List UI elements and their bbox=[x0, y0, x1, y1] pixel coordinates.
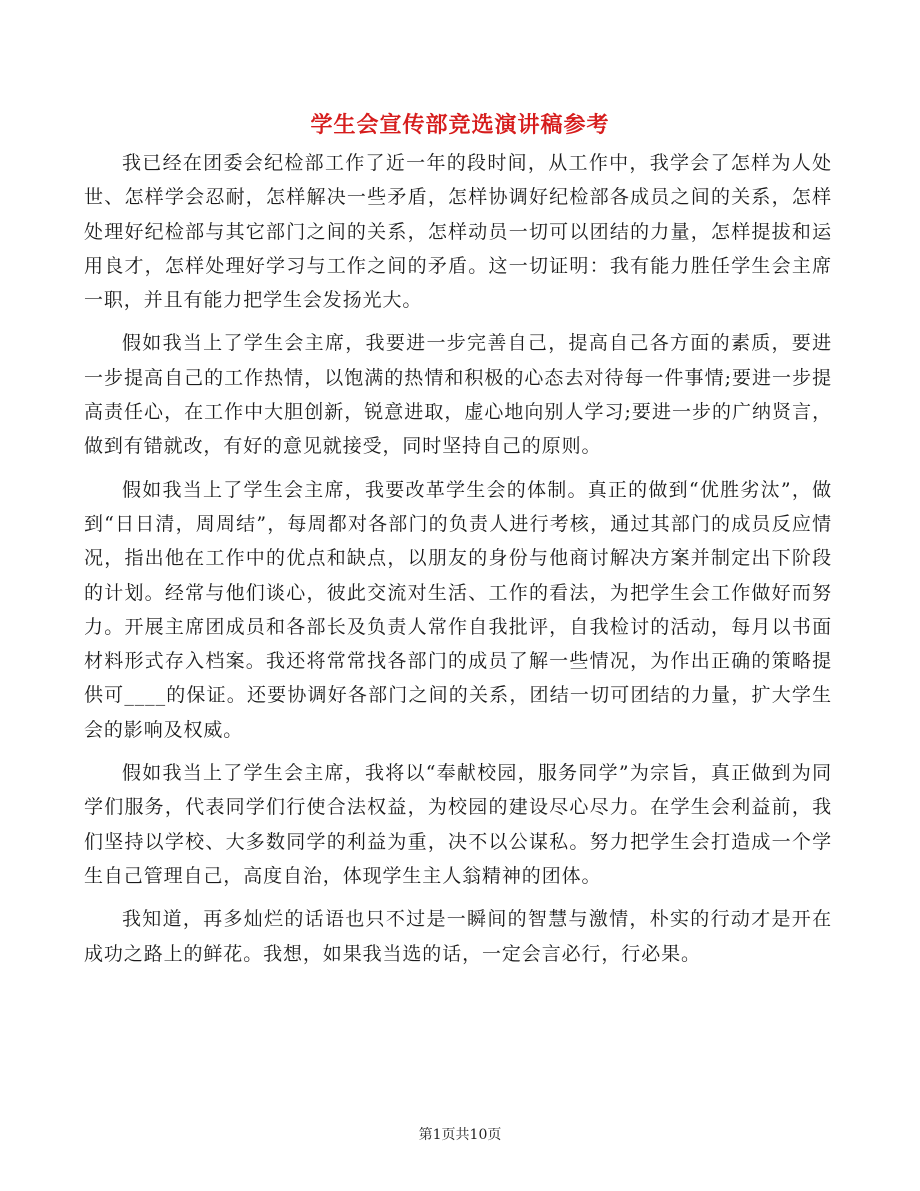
paragraph-3: 假如我当上了学生会主席，我要改革学生会的体制。真正的做到“优胜劣汰”，做到“日日清，周周结”，每周都对各部门的负责人进行考核，通过其部门的成员反应情况，指出他在工作中的优点和缺点，以朋友的身份与他商讨解决方案并制定出下阶段的计划。经常与他们谈心，彼此交流对生活、工作的看法，为把学生会工作做好而努力。开展主席团成员和各部长及负责人常作自我批评，自我检讨的活动，每月以书面材料形式存入档案。我还将常常找各部门的成员了解一些情况，为作出正确的策略提供可____的保证。还要协调好各部门之间的关系，团结一切可团结的力量，扩大学生会的影响及权威。 bbox=[84, 478, 832, 741]
page-number-footer: 第1页共10页 bbox=[418, 1127, 502, 1143]
paragraph-4: 假如我当上了学生会主席，我将以“奉献校园，服务同学”为宗旨，真正做到为同学们服务，代表同学们行使合法权益，为校园的建设尽心尽力。在学生会利益前，我们坚持以学校、大多数同学的利益为重，决不以公谋私。努力把学生会打造成一个学生自己管理自己，高度自治，体现学生主人翁精神的团体。 bbox=[84, 762, 832, 887]
paragraph-2: 假如我当上了学生会主席，我要进一步完善自己，提高自己各方面的素质，要进一步提高自己的工作热情，以饱满的热情和积极的心态去对待每一件事情;要进一步提高责任心，在工作中大胆创新，锐意进取，虚心地向别人学习;要进一步的广纳贤言，做到有错就改，有好的意见就接受，同时坚持自己的原则。 bbox=[84, 332, 832, 458]
paragraph-1: 我已经在团委会纪检部工作了近一年的段时间，从工作中，我学会了怎样为人处世、怎样学会忍耐，怎样解决一些矛盾，怎样协调好纪检部各成员之间的关系，怎样处理好纪检部与其它部门之间的关系，怎样动员一切可以团结的力量，怎样提拔和运用良才，怎样处理好学习与工作之间的矛盾。这一切证明：我有能力胜任学生会主席一职，并且有能力把学生会发扬光大。 bbox=[84, 152, 832, 312]
document-title: 学生会宣传部竞选演讲稿参考 bbox=[310, 112, 610, 138]
paragraph-5: 我知道，再多灿烂的话语也只不过是一瞬间的智慧与激情，朴实的行动才是开在成功之路上的鲜花。我想，如果我当选的话，一定会言必行，行必果。 bbox=[84, 908, 832, 965]
document-body bbox=[84, 146, 832, 980]
